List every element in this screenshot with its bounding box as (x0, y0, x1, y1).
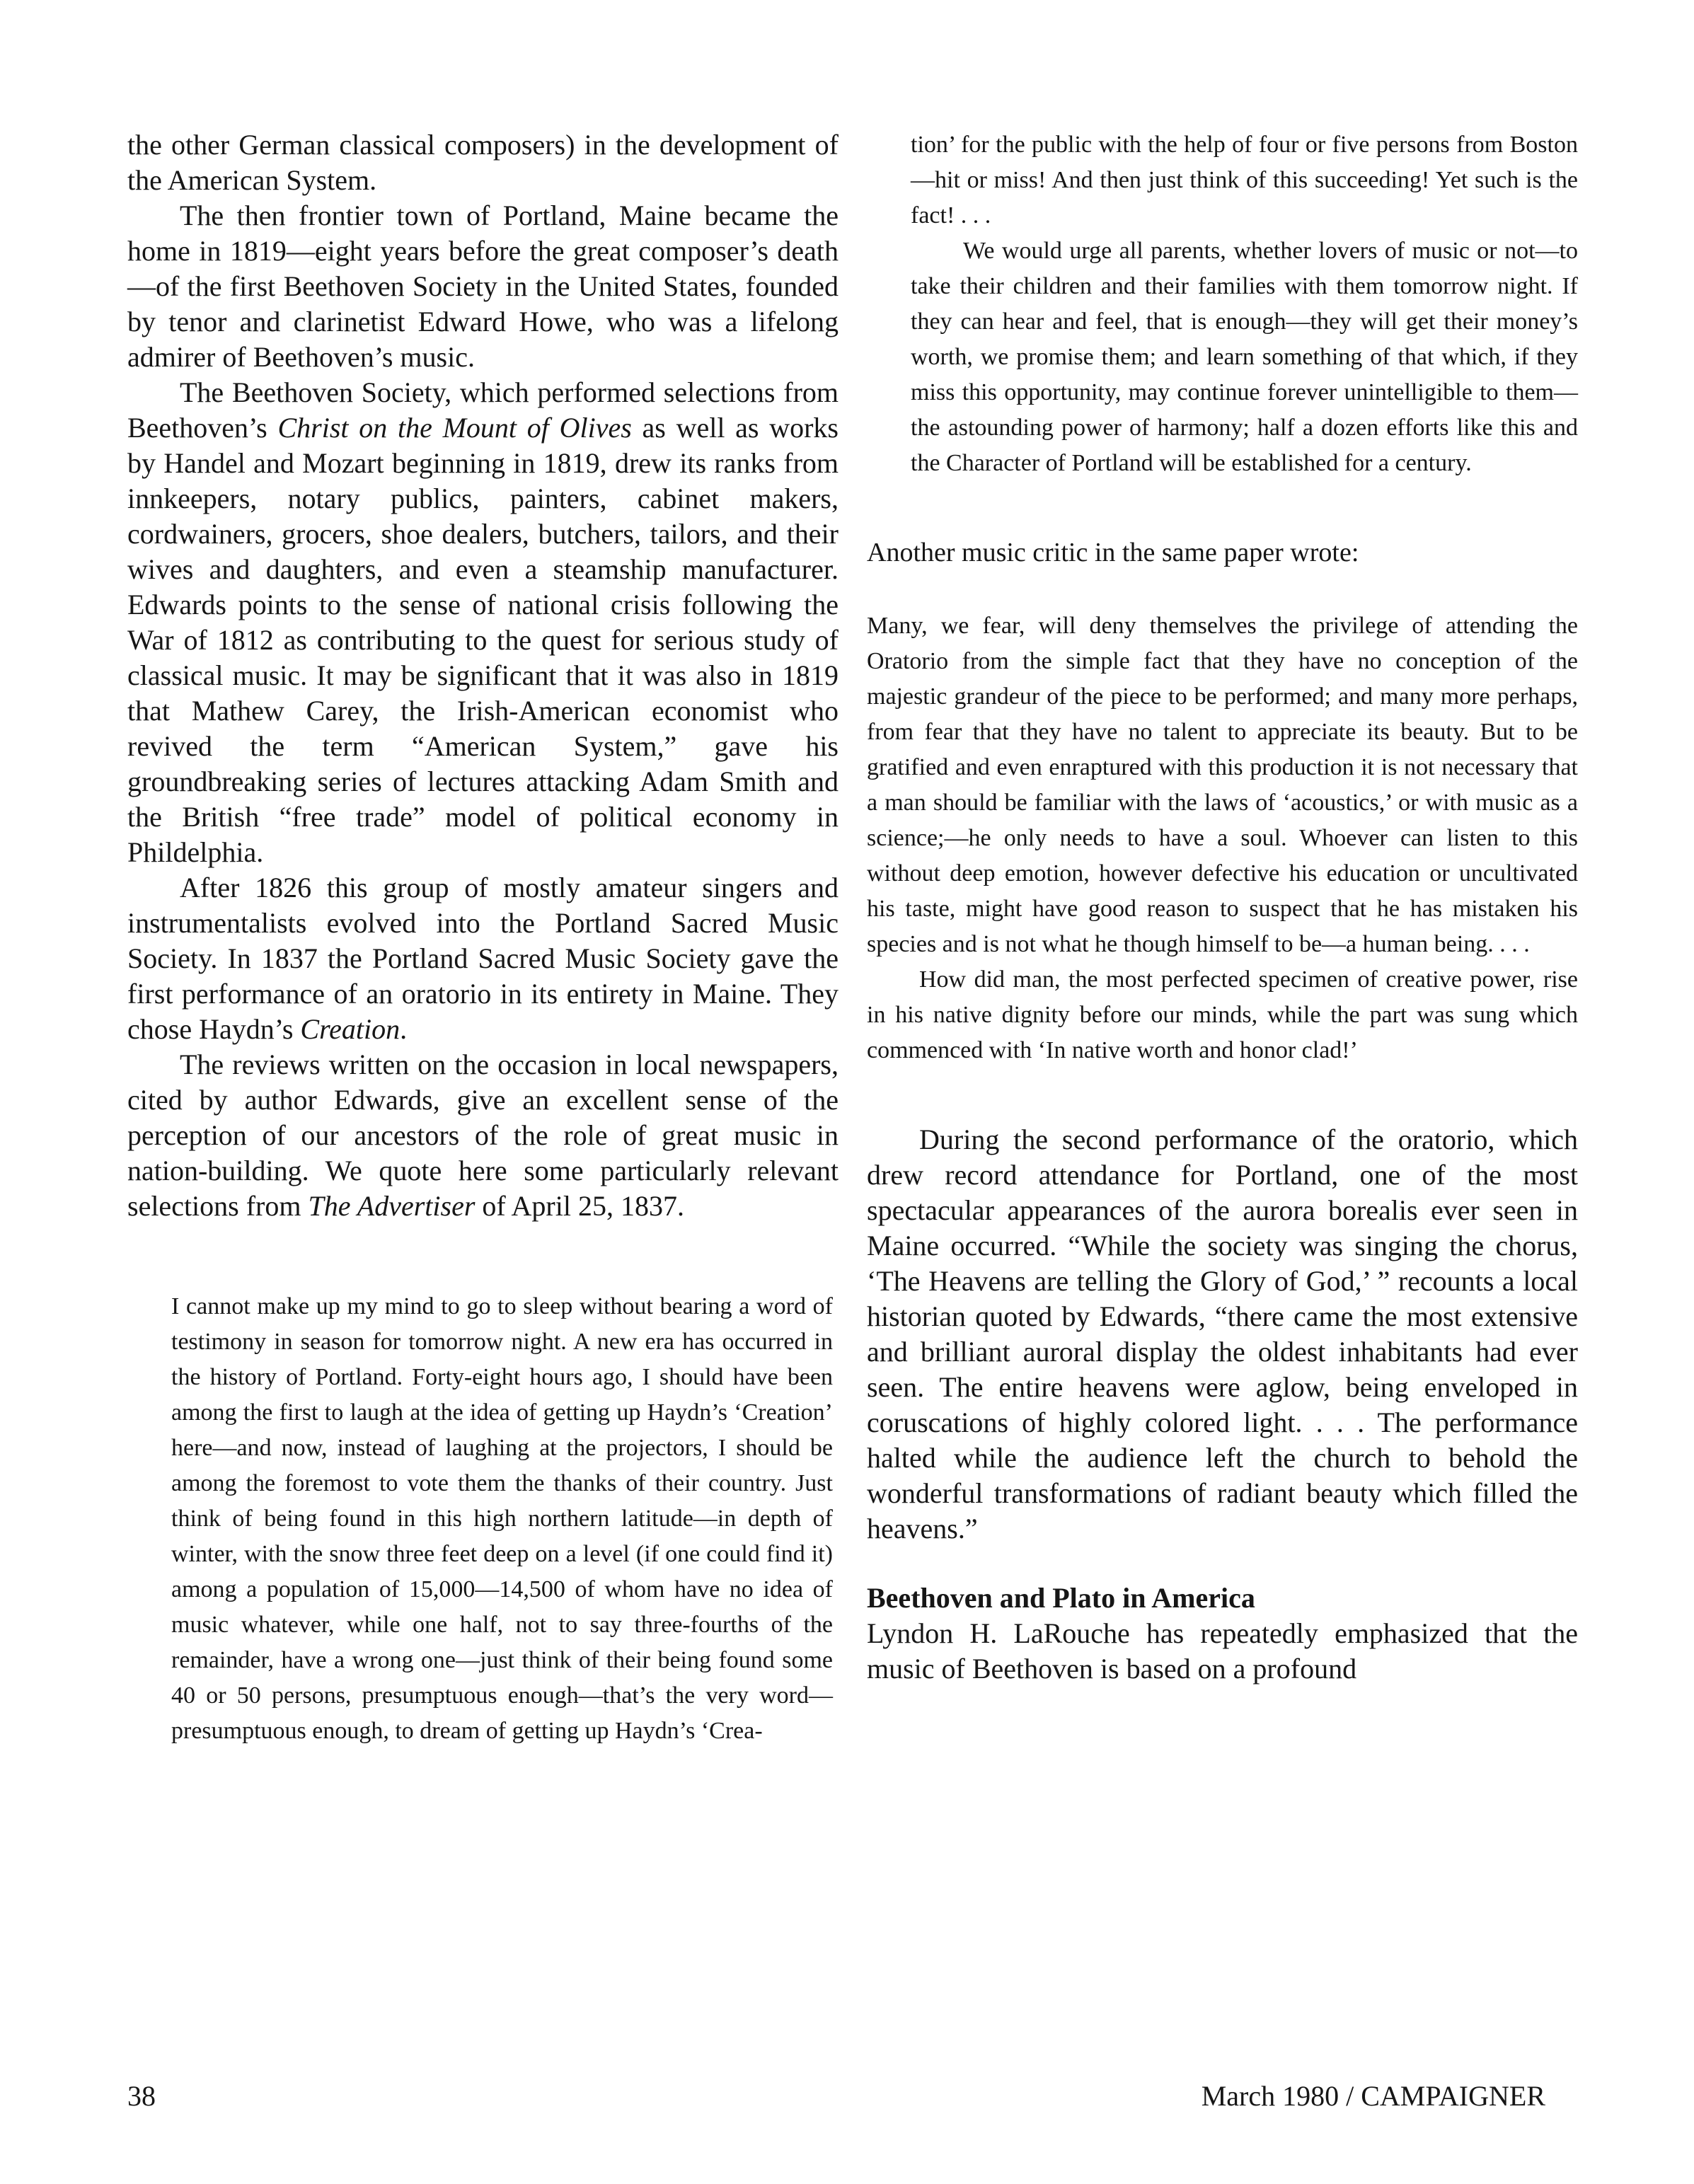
block-quote-critic: Many, we fear, will deny themselves the privilege of attending the Oratorio from the simple fact that they have no conception of the majestic grandeur of the piece to be performed; and many more perhaps, from fear that they have no talent to appreciate its beauty. But to be gratified and even enraptured with this production it is not necessary that a man should be familiar with the laws of ‘acoustics,’ or with music as a science;—he only needs to have a soul. Whoever can listen to this without deep emotion, however defective his education or uncultivated his taste, might have good reason to suspect that he has mistaken his species and is not what he though himself to be—a human being. . . . (867, 613, 1578, 957)
paragraph-reviews: The reviews written on the occasion in local newspapers, cited by author Edwards, give an excellent sense of the perception of our ancestors of the role of great music in nation-building. We quote here some particularly relevant selections from The Advertiser of April 25, 1837. (127, 1048, 839, 1222)
lead-in-text: Another music critic in the same paper wrote: (867, 538, 1359, 567)
page-number: 38 (127, 2080, 156, 2112)
paragraph-continuation: the other German classical composers) in the development of the American System. (127, 129, 839, 196)
section-heading: Beethoven and Plato in America (867, 1582, 1255, 1614)
paragraph-aurora: During the second performance of the oratorio, which drew record attendance for Portland, one of the most spectacular appearances of the aurora borealis ever seen in Maine occurred. “While the society was singing the chorus, ‘The Heavens are telling the Glory of God,’ ” recounts a local historian quoted by Edwards, “there came the most extensive and brilliant auroral display the oldest inhabitants had ever seen. The entire heavens were aglow, being enveloped in coruscations of highly colored light. . . . The performance halted while the audience left the church to behold the wonderful transformations of radiant beauty which filled the heavens.” (867, 1123, 1578, 1544)
paragraph-sacred-music-society: After 1826 this group of mostly amateur singers and instrumentalists evolved into the Portland Sacred Music Society. In 1837 the Portland Sacred Music Society gave the first performance of an oratorio in its entirety in Maine. They chose Haydn’s Creation. (127, 872, 839, 1045)
block-quote-parents: We would urge all parents, whether lovers of music or not—to take their children and their families with them tomorrow night. If they can hear and feel, that is enough—they will get their money’s worth, we promise them; and learn something of that which, if they miss this opportunity, may continue forever unintelligible to them—the astounding power of harmony; half a dozen efforts like this and the Character of Portland will be established for a century. (911, 238, 1578, 476)
block-quote-creative-power: How did man, the most perfected specimen of creative power, rise in his native dignity before our minds, while the part was sung which commenced with ‘In native worth and honor clad!’ (867, 966, 1578, 1063)
block-quote-advertiser: I cannot make up my mind to go to sleep without bearing a word of testimony in season for tomorrow night. A new era has occurred in the history of Portland. Forty-eight hours ago, I should have been among the first to laugh at the idea of getting up Haydn’s ‘Creation’ here—and now, instead of laughing at the projectors, I should be among the foremost to vote them the thanks of their country. Just think of being found in this high northern latitude—in depth of winter, with the snow three feet deep on a level (if one could find it) among a population of 15,000—14,500 of whom have no idea of music whatever, while one half, not to say three-fourths of the remainder, have a wrong one—just think of their being found some 40 or 50 persons, presumptuous enough—that’s the very word—presumptuous enough, to dream of getting up Haydn’s ‘Crea- (171, 1293, 833, 1744)
block-quote-continuation: tion’ for the public with the help of four or five persons from Boston—hit or miss! And then just think of this succeeding! Yet such is the fact! . . . (911, 132, 1578, 229)
left-column (127, 127, 839, 1749)
paragraph-larouche: Lyndon H. LaRouche has repeatedly emphasized that the music of Beethoven is based on a profound (867, 1617, 1578, 1685)
issue-line: March 1980 / CAMPAIGNER (1201, 2080, 1545, 2112)
paragraph-beethoven-society: The Beethoven Society, which performed selections from Beethoven’s Christ on the Mount of Olives as well as works by Handel and Mozart beginning in 1819, drew its ranks from innkeepers, notary publics, painters, cabinet makers, cordwainers, grocers, shoe dealers, butchers, tailors, and their wives and daughters, and even a steamship manufacturer. Edwards points to the sense of national crisis following the War of 1812 as contributing to the quest for serious study of classical music. It may be significant that it was also in 1819 that Mathew Carey, the Irish-American economist who revived the term “American System,” gave his groundbreaking series of lectures attacking Adam Smith and the British “free trade” model of political economy in Phildelphia. (127, 376, 839, 868)
right-column (867, 127, 1578, 1687)
paragraph-portland: The then frontier town of Portland, Maine became the home in 1819—eight years before the great composer’s death—of the first Beethoven Society in the United States, founded by tenor and clarinetist Edward Howe, who was a lifelong admirer of Beethoven’s music. (127, 200, 839, 373)
